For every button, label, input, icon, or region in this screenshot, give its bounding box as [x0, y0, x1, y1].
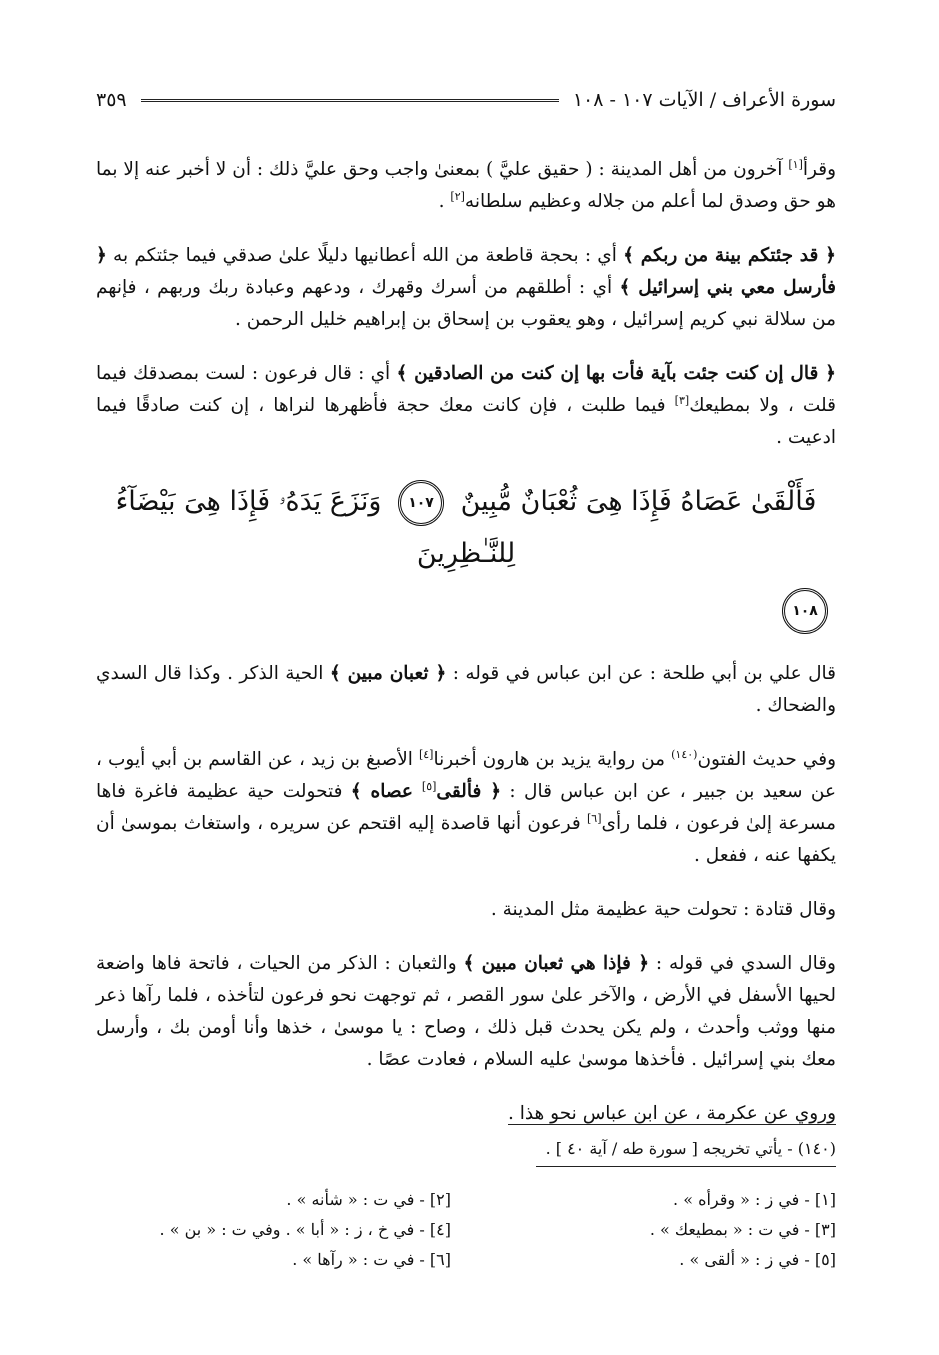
paragraph-5	[96, 744, 836, 872]
footnote-item: [٢] - في ت : « شأنه » .	[286, 1190, 451, 1209]
verse-text: وَنَزَعَ يَدَهُۥ فَإِذَا هِىَ بَيْضَآءُ لِلنَّـٰظِرِينَ	[115, 486, 516, 569]
text-run: أي : أطلقهم من أسرك وقهرك ، ودعهم وعبادة ربك وربهم ، فإنهم من سلالة نبي كريم إسرائيل ، وهو يعقوب بن إسحاق بن إبراهيم خليل الرحمن .	[96, 277, 836, 330]
footnote-item: [٣] - في ت : « بمطيعك » .	[649, 1220, 836, 1239]
paragraph-4	[96, 658, 836, 722]
text-run: وقرأ	[802, 159, 836, 180]
verse-quote: عصاه ﴾	[350, 781, 422, 802]
text-run: .	[438, 191, 451, 212]
paragraph-3	[96, 358, 836, 454]
verse-quote: ﴿ فألقى	[436, 781, 502, 802]
book-page	[96, 82, 836, 1275]
text-run: أي : بحجة قاطعة من الله أعطانيها دليلًا علىٰ صدقي فيما جئتكم به	[106, 245, 624, 266]
text-run: قال علي بن أبي طلحة : عن ابن عباس في قوله :	[446, 663, 836, 684]
verse-quote: ﴿ فأرسل معي بني إسرائيل ﴾	[96, 245, 837, 298]
header-rule	[141, 99, 559, 102]
verse-quote: ﴿ ثعبان مبين ﴾	[329, 663, 447, 684]
footnote-ref-5: [٥]	[421, 779, 437, 793]
text-run: الأصبغ بن زيد ، عن القاسم بن أبي أيوب ، عن سعيد بن جبير ، عن ابن عباس قال :	[96, 749, 836, 802]
footnotes-list	[96, 1185, 836, 1275]
footnote-main: (١٤٠) - يأتي تخريجه [ سورة طه / آية ٤٠ ] .	[545, 1139, 836, 1158]
verse-quote: ﴿ فإذا هي ثعبان مبين ﴾	[463, 953, 650, 974]
verse-quote: ﴿ قد جئتكم بينة من ربكم ﴾	[623, 245, 836, 266]
footnote-ref-6: [٦]	[587, 811, 602, 825]
text-run: فرعون أنها قاصدة إليه اقتحم عن سريره ، واستغاث بموسىٰ أن يكفها عنه ، ففعل .	[96, 813, 836, 866]
ayah-number-marker: ١٠٨	[782, 588, 828, 634]
footnote-divider	[536, 1166, 836, 1167]
paragraph-6: وقال قتادة : تحولت حية عظيمة مثل المدينة .	[490, 899, 836, 920]
text-run: وفي حديث الفتون	[697, 749, 837, 770]
ayah-number-marker: ١٠٧	[398, 480, 444, 526]
page-header	[96, 82, 836, 118]
footnote-item: [٥] - في ز : « ألقى » .	[679, 1250, 836, 1269]
verse-quote: ﴿ قال إن كنت جئت بآية فأت بها إن كنت من الصادقين ﴾	[396, 363, 836, 384]
text-run: وروي عن عكرمة ، عن ابن عباس نحو هذا .	[507, 1103, 836, 1124]
running-title: سورة الأعراف / الآيات ١٠٧ - ١٠٨	[572, 89, 836, 111]
footnote-item: [١] - في ز : « وقرأه » .	[673, 1190, 836, 1209]
footnote-ref-2: [٢]	[450, 189, 465, 203]
text-run: والثعبان : الذكر من الحيات ، فاتحة فاها واضعة لحيها الأسفل في الأرض ، والآخر علىٰ سور القصر ، ثم توجهت نحو فرعون لتأخذه ، فلما رآها ذعر منها ووثب وأحدث ، ولم يكن يحدث قبل ذلك ، وصاح : يا موسىٰ ، خذها وأنا أومن بك ، وأرسل معك بني إسرائيل . فأخذها موسىٰ عليه السلام ، فعادت عصًا .	[96, 953, 836, 1070]
paragraph-2	[96, 240, 836, 336]
quran-verse-block	[96, 476, 836, 636]
text-run: آخرون من أهل المدينة : ( حقيق عليَّ ) بمعنىٰ واجب وحق عليَّ ذلك : أن لا أخبر عنه إلا بما هو حق وصدق لما أعلم من جلاله وعظيم سلطانه	[96, 159, 836, 212]
text-run: فتحولت حية عظيمة فاغرة فاها مسرعة إلىٰ فرعون ، فلما رأى	[96, 781, 836, 834]
text-run: الحية الذكر . وكذا قال السدي والضحاك .	[96, 663, 836, 716]
footnote-item: [٤] - في خ ، ز : « أبا » . وفي ت : « بن » .	[159, 1220, 451, 1239]
footnote-item: [٦] - في ت : « رآها » .	[292, 1250, 451, 1269]
paragraph-8	[96, 1098, 836, 1130]
ayah-row	[96, 584, 836, 636]
text-run: وقال السدي في قوله :	[649, 953, 836, 974]
text-run: من رواية يزيد بن هارون أخبرنا	[433, 749, 672, 770]
footnote-ref-4: [٤]	[418, 747, 434, 761]
paragraph-1	[96, 154, 836, 218]
footnote-ref-1: [١]	[788, 157, 803, 171]
footnote-ref-3: [٣]	[674, 393, 690, 407]
text-run: أي : قال فرعون : لست بمصدقك فيما قلت ، ولا بمطيعك	[96, 363, 836, 416]
text-run: فيما طلبت ، فإن كانت معك حجة فأظهرها لنراها ، إن كنت صادقًا فيما ادعيت .	[96, 395, 836, 448]
footnote-ref-140: (١٤٠)	[671, 747, 698, 761]
paragraph-7	[96, 948, 836, 1076]
page-number: ٣٥٩	[96, 89, 127, 111]
verse-text: فَأَلْقَىٰ عَصَاهُ فَإِذَا هِىَ ثُعْبَانٌ مُّبِينٌ	[460, 486, 817, 517]
